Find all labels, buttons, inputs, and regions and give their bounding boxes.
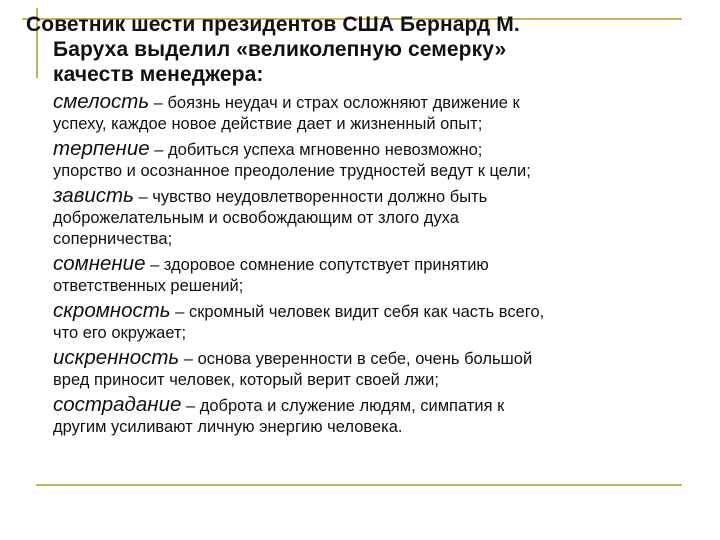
bottom-rule	[36, 484, 682, 486]
quality-item-sincerity	[53, 347, 693, 391]
quality-dash: –	[149, 141, 169, 159]
quality-term: искренность	[53, 346, 180, 369]
quality-item-envy	[53, 185, 693, 250]
quality-dash: –	[149, 94, 168, 112]
quality-dash: –	[133, 188, 153, 206]
quality-term: смелость	[53, 90, 150, 113]
quality-description: ответственных решений;	[53, 277, 244, 295]
quality-item-courage	[53, 91, 693, 135]
quality-term: сомнение	[53, 252, 146, 275]
quality-description: упорство и осознанное преодоление трудностей ведут к цели;	[53, 162, 531, 180]
title-line: Советник шести президентов США Бернард М.	[26, 13, 520, 36]
quality-description: чувство неудовлетворенности должно быть	[152, 188, 488, 206]
quality-item-doubt	[53, 253, 693, 297]
quality-description: здоровое сомнение сопутствует принятию	[163, 256, 489, 274]
qualities-list	[53, 91, 693, 441]
quality-description: что его окружает;	[53, 324, 187, 342]
quality-description: боязнь неудач и страх осложняют движение к	[167, 94, 520, 112]
quality-dash: –	[145, 256, 164, 274]
quality-item-compassion	[53, 394, 693, 438]
quality-description: добиться успеха мгновенно невозможно;	[168, 141, 483, 159]
quality-description: соперничества;	[53, 230, 173, 248]
quality-item-patience	[53, 138, 693, 182]
quality-description: вред приносит человек, который верит своей лжи;	[53, 371, 439, 389]
quality-description: доброжелательным и освобождающим от злого духа	[53, 209, 459, 227]
quality-dash: –	[170, 303, 189, 321]
quality-description: доброта и служение людям, симпатия к	[199, 397, 505, 415]
slide-title	[26, 12, 666, 87]
quality-dash: –	[181, 397, 200, 415]
quality-description: успеху, каждое новое действие дает и жизненный опыт;	[53, 115, 483, 133]
quality-description: скромный человек видит себя как часть всего,	[188, 303, 545, 321]
title-line: качеств менеджера:	[53, 63, 264, 86]
quality-term: терпение	[53, 137, 150, 160]
quality-dash: –	[179, 350, 198, 368]
quality-term: скромность	[53, 299, 171, 322]
quality-description: основа уверенности в себе, очень большой	[197, 350, 533, 368]
title-line: Баруха выделил «великолепную семерку»	[53, 38, 507, 61]
quality-term: зависть	[53, 184, 134, 207]
quality-term: сострадание	[53, 393, 182, 416]
quality-description: другим усиливают личную энергию человека.	[53, 418, 403, 436]
quality-item-modesty	[53, 300, 693, 344]
